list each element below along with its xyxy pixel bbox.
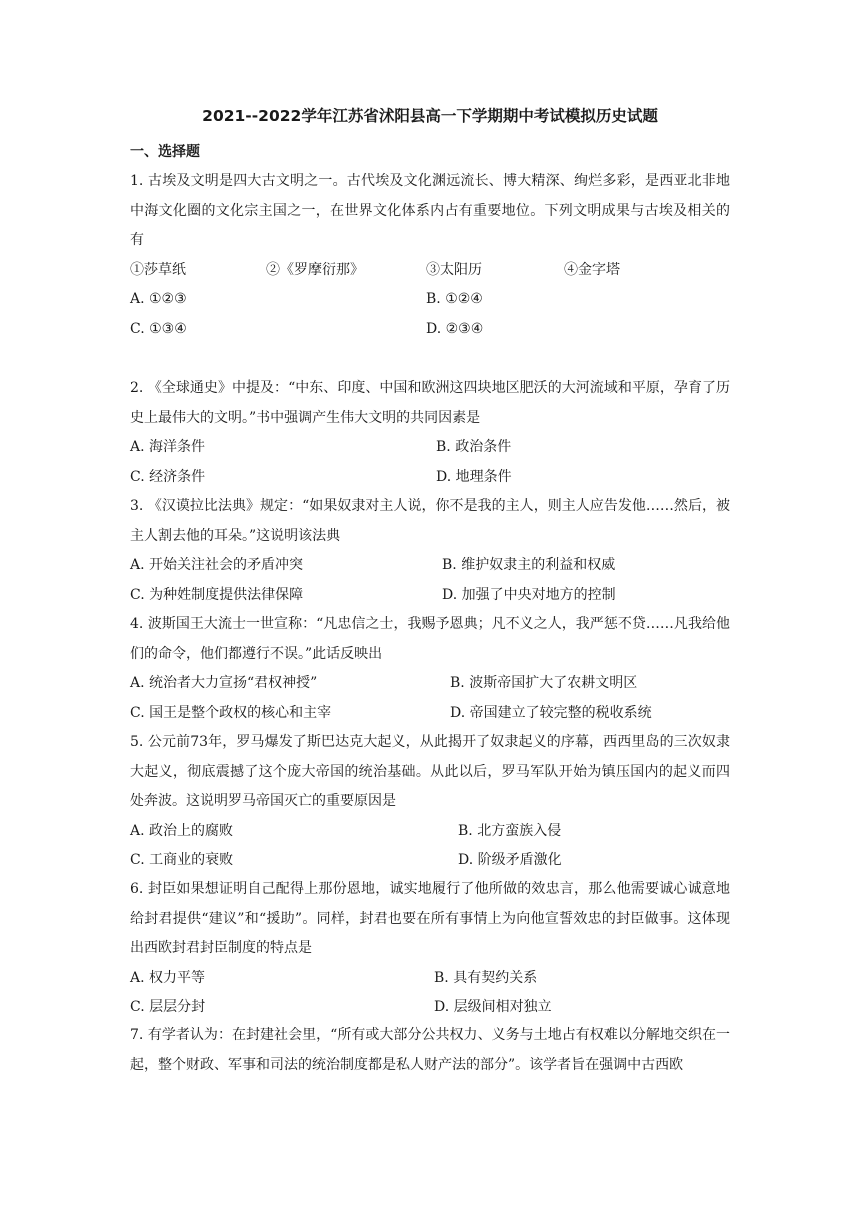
item-2: ②《罗摩衍那》 — [266, 261, 364, 278]
option-b[interactable]: B. 波斯帝国扩大了农耕文明区 — [450, 675, 638, 691]
option-c[interactable]: C. 层层分封 — [130, 999, 206, 1015]
option-d[interactable]: D. 加强了中央对地方的控制 — [442, 586, 616, 603]
question-6 — [130, 875, 730, 1023]
item-1: ①莎草纸 — [130, 261, 186, 278]
question-7 — [130, 1021, 730, 1080]
question-stem: 3. 《汉谟拉比法典》规定：“如果奴隶对主人说，你不是我的主人，则主人应告发他……然后，被主人割去他的耳朵。”这说明该法典 — [130, 498, 730, 544]
question-stem: 1. 古埃及文明是四大古文明之一。古代埃及文化渊远流长、博大精深、绚烂多彩，是西亚北非地中海文化圈的文化宗主国之一，在世界文化体系内占有重要地位。下列文明成果与古埃及相关的有 — [130, 173, 730, 248]
option-a[interactable]: A. ①②③ — [130, 291, 187, 307]
option-d[interactable]: D. 层级间相对独立 — [434, 999, 552, 1015]
option-b[interactable]: B. 政治条件 — [436, 439, 512, 455]
question-stem: 6. 封臣如果想证明自己配得上那份恩地，诚实地履行了他所做的效忠言，那么他需要诚心诚意地给封君提供“建议”和“援助”。同样，封君也要在所有事情上为向他宣誓效忠的封臣做事。这体现出西欧封君封臣制度的特点是 — [130, 881, 730, 956]
option-a[interactable]: A. 政治上的腐败 — [130, 822, 234, 839]
option-c[interactable]: C. 工商业的衰败 — [130, 852, 234, 868]
option-c[interactable]: C. ①③④ — [130, 320, 187, 337]
option-a[interactable]: A. 统治者大力宣扬“君权神授” — [130, 675, 318, 691]
question-5 — [130, 728, 730, 876]
option-a[interactable]: A. 海洋条件 — [130, 439, 206, 455]
option-c[interactable]: C. 国王是整个政权的核心和主宰 — [130, 704, 332, 721]
option-a[interactable]: A. 权力平等 — [130, 969, 206, 986]
option-b[interactable]: B. 维护奴隶主的利益和权威 — [442, 557, 616, 573]
option-d[interactable]: D. ②③④ — [426, 320, 484, 337]
question-items — [130, 256, 730, 286]
option-b[interactable]: B. 北方蛮族入侵 — [458, 822, 562, 839]
question-stem: 7. 有学者认为：在封建社会里，“所有或大部分公共权力、义务与土地占有权难以分解地交织在一起，整个财政、军事和司法的统治制度都是私人财产法的部分”。该学者旨在强调中古西欧 — [130, 1027, 730, 1073]
section-heading: 一、选择题 — [130, 144, 200, 160]
option-c[interactable]: C. 为种姓制度提供法律保障 — [130, 586, 304, 603]
question-stem: 2. 《全球通史》中提及：“中东、印度、中国和欧洲这四块地区肥沃的大河流域和平原，孕育了历史上最伟大的文明。”书中强调产生伟大文明的共同因素是 — [130, 380, 730, 426]
question-stem: 4. 波斯国王大流士一世宣称：“凡忠信之士，我赐予恩典；凡不义之人，我严惩不贷……凡我给他们的命令，他们都遵行不误。”此话反映出 — [130, 616, 730, 662]
option-d[interactable]: D. 阶级矛盾激化 — [458, 852, 562, 868]
option-b[interactable]: B. 具有契约关系 — [434, 969, 538, 986]
item-4: ④金字塔 — [564, 261, 620, 278]
option-a[interactable]: A. 开始关注社会的矛盾冲突 — [130, 557, 304, 573]
option-d[interactable]: D. 地理条件 — [436, 468, 512, 485]
question-stem: 5. 公元前73年，罗马爆发了斯巴达克大起义，从此揭开了奴隶起义的序幕，西西里岛的三次奴隶大起义，彻底震撼了这个庞大帝国的统治基础。从此以后，罗马军队开始为镇压国内的起义而四处奔波。这说明罗马帝国灭亡的重要原因是 — [130, 734, 730, 809]
option-d[interactable]: D. 帝国建立了较完整的税收系统 — [450, 704, 652, 721]
item-3: ③太阳历 — [426, 261, 482, 278]
question-4 — [130, 610, 730, 728]
option-c[interactable]: C. 经济条件 — [130, 468, 206, 485]
question-1 — [130, 167, 730, 344]
option-b[interactable]: B. ①②④ — [426, 291, 483, 307]
question-3 — [130, 492, 730, 610]
question-2 — [130, 374, 730, 492]
page-title: 2021--2022学年江苏省沭阳县高一下学期期中考试模拟历史试题 — [202, 107, 658, 125]
